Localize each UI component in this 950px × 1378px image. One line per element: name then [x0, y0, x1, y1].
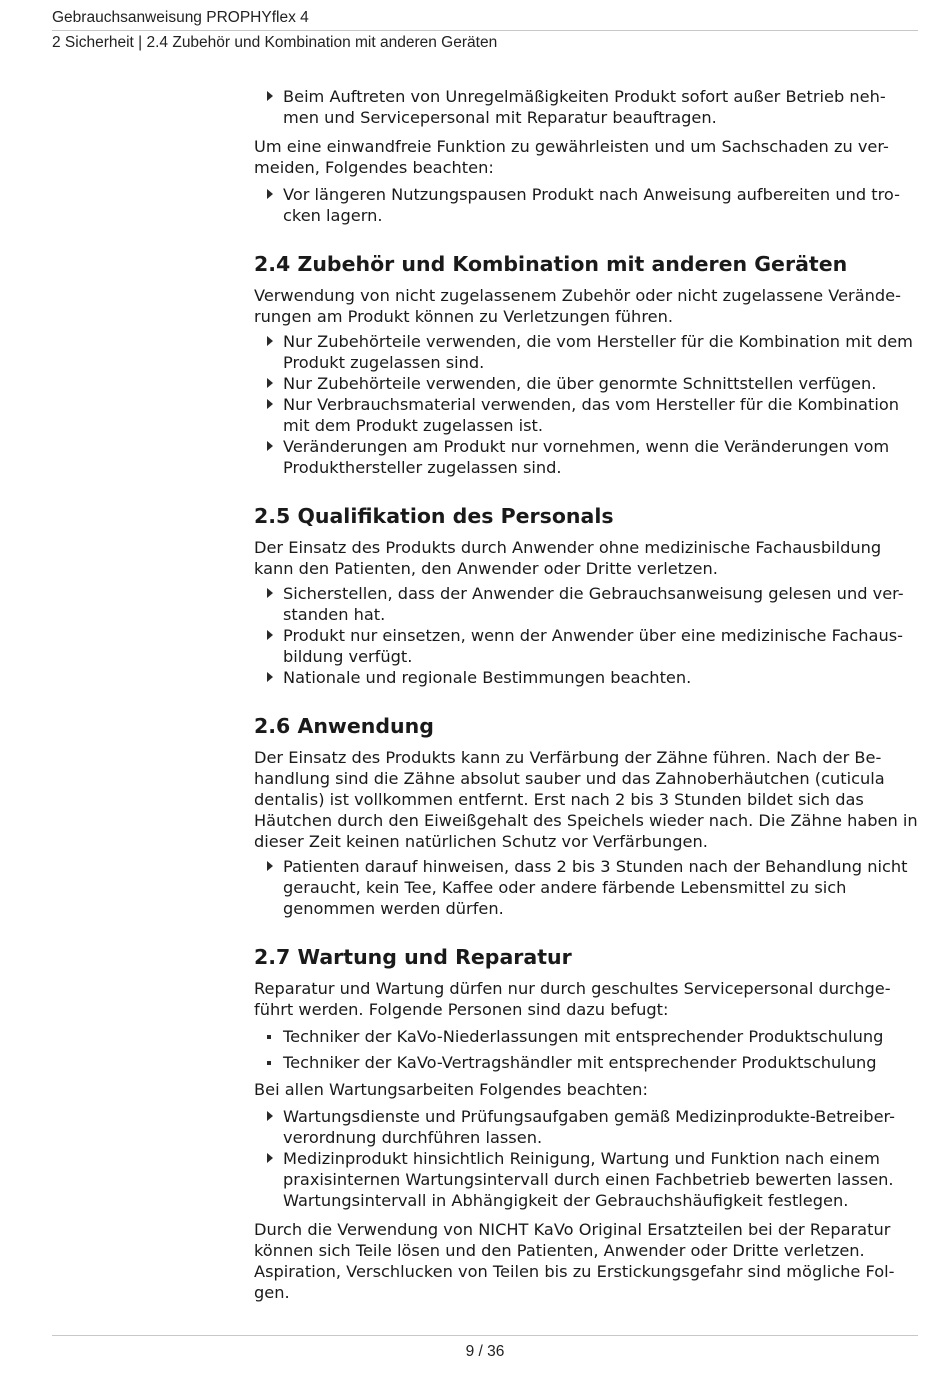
breadcrumb: 2 Sicherheit | 2.4 Zubehör und Kombination mit anderen Geräten — [52, 34, 498, 51]
section-paragraph: Reparatur und Wartung dürfen nur durch geschultes Servicepersonal durchge- führt werden. Folgende Personen sind dazu befugt: — [254, 979, 891, 1019]
page-number: 9 / 36 — [465, 1343, 505, 1360]
arrow-bullet-icon — [267, 189, 273, 199]
section-list-2-5 — [254, 583, 918, 688]
list-item: Nur Zubehörteile verwenden, die vom Hersteller für die Kombination mit dem Produkt zugelassen sind. — [254, 331, 918, 373]
section-heading-2-7: 2.7 Wartung und Reparatur — [254, 945, 572, 969]
authorized-persons-list — [254, 1026, 918, 1073]
arrow-bullet-icon — [267, 399, 273, 409]
arrow-bullet-icon — [267, 91, 273, 101]
section-heading-2-5: 2.5 Qualifikation des Personals — [254, 504, 614, 528]
square-bullet-icon — [267, 1035, 271, 1039]
arrow-bullet-icon — [267, 441, 273, 451]
section-list-2-4 — [254, 331, 918, 478]
section-paragraph: Der Einsatz des Produkts durch Anwender ohne medizinische Fachausbildung kann den Patienten, den Anwender oder Dritte verletzen. — [254, 538, 882, 578]
arrow-bullet-icon — [267, 1111, 273, 1121]
list-item: Vor längeren Nutzungspausen Produkt nach Anweisung aufbereiten und tro- cken lagern. — [254, 184, 918, 226]
arrow-bullet-icon — [267, 588, 273, 598]
arrow-bullet-icon — [267, 378, 273, 388]
list-item: Techniker der KaVo-Niederlassungen mit entsprechender Produktschulung — [254, 1026, 918, 1047]
section-paragraph: Durch die Verwendung von NICHT KaVo Original Ersatzteilen bei der Reparatur können sich Teile lösen und den Patienten, Anwender oder Dritte verletzen. Aspiration, Verschlucken von Teilen bis zu Erstickungsgefahr sind mögliche Fol- gen. — [254, 1220, 895, 1302]
arrow-bullet-icon — [267, 672, 273, 682]
intro-list-2 — [254, 184, 918, 226]
section-paragraph: Der Einsatz des Produkts kann zu Verfärbung der Zähne führen. Nach der Be- handlung sind die Zähne absolut sauber und das Zahnoberhäutchen (cuticula dentalis) ist vollkommen entfernt. Erst nach 2 bis 3 Stunden bildet sich das Häutchen durch den Eiweißgehalt des Speichels wieder nach. Die Zähne haben in dieser Zeit keinen natürlichen Schutz vor Verfärbungen. — [254, 748, 918, 851]
list-item: Produkt nur einsetzen, wenn der Anwender über eine medizinische Fachaus- bildung verfügt. — [254, 625, 918, 667]
arrow-bullet-icon — [267, 336, 273, 346]
section-paragraph: Verwendung von nicht zugelassenem Zubehör oder nicht zugelassene Verände- rungen am Produkt können zu Verletzungen führen. — [254, 286, 901, 326]
list-item: Nur Zubehörteile verwenden, die über genormte Schnittstellen verfügen. — [254, 373, 918, 394]
page-content — [254, 86, 918, 1303]
footer-divider — [52, 1335, 918, 1336]
intro-paragraph: Um eine einwandfreie Funktion zu gewährleisten und um Sachschaden zu ver- meiden, Folgendes beachten: — [254, 137, 889, 177]
arrow-bullet-icon — [267, 630, 273, 640]
list-item: Veränderungen am Produkt nur vornehmen, wenn die Veränderungen vom Produkthersteller zugelassen sind. — [254, 436, 918, 478]
section-heading-2-6: 2.6 Anwendung — [254, 714, 434, 738]
list-item: Sicherstellen, dass der Anwender die Gebrauchsanweisung gelesen und ver- standen hat. — [254, 583, 918, 625]
section-paragraph: Bei allen Wartungsarbeiten Folgendes beachten: — [254, 1080, 648, 1099]
list-item: Beim Auftreten von Unregelmäßigkeiten Produkt sofort außer Betrieb neh- men und Servicepersonal mit Reparatur beauftragen. — [254, 86, 918, 128]
list-item: Nur Verbrauchsmaterial verwenden, das vom Hersteller für die Kombination mit dem Produkt zugelassen ist. — [254, 394, 918, 436]
list-item: Nationale und regionale Bestimmungen beachten. — [254, 667, 918, 688]
arrow-bullet-icon — [267, 1153, 273, 1163]
page-footer — [52, 1335, 918, 1361]
list-item: Wartungsdienste und Prüfungsaufgaben gemäß Medizinprodukte-Betreiber- verordnung durchführen lassen. — [254, 1106, 918, 1148]
page-header — [52, 6, 918, 55]
section-heading-2-4: 2.4 Zubehör und Kombination mit anderen Geräten — [254, 252, 848, 276]
list-item: Techniker der KaVo-Vertragshändler mit entsprechender Produktschulung — [254, 1052, 918, 1073]
section-list-2-7 — [254, 1106, 918, 1211]
arrow-bullet-icon — [267, 861, 273, 871]
intro-list-1 — [254, 86, 918, 128]
list-item: Medizinprodukt hinsichtlich Reinigung, Wartung und Funktion nach einem praxisinternen Wartungsintervall durch einen Fachbetrieb bewerten lassen. Wartungsintervall in Abhängigkeit der Gebrauchshäufigkeit festlegen. — [254, 1148, 918, 1211]
section-list-2-6 — [254, 856, 918, 919]
list-item: Patienten darauf hinweisen, dass 2 bis 3 Stunden nach der Behandlung nicht geraucht, kein Tee, Kaffee oder andere färbende Lebensmittel zu sich genommen werden dürfen. — [254, 856, 918, 919]
square-bullet-icon — [267, 1061, 271, 1065]
document-title: Gebrauchsanweisung PROPHYflex 4 — [52, 9, 309, 26]
